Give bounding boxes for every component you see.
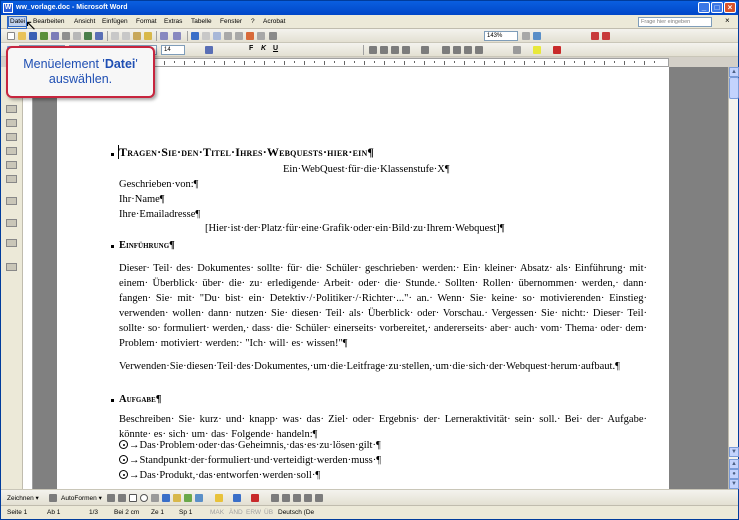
justify-icon[interactable] (402, 46, 410, 54)
title-bar (1, 1, 738, 15)
ruler-tick (314, 61, 315, 63)
list-item-text: →Standpunkt·der·formuliert·und·verteidigt·werden·muss·¶ (129, 455, 382, 466)
standard-toolbar (1, 29, 738, 43)
graphic-placeholder[interactable]: [Hier·ist·der·Platz·für·eine·Grafik·oder·ein·Bild·zu·Ihrem·Webquest]¶ (205, 223, 505, 234)
ruler-tick (414, 61, 415, 63)
clipart-icon[interactable] (6, 239, 17, 247)
scroll-down-icon[interactable]: ▼ (729, 447, 739, 457)
next-page-icon[interactable]: ▼ (729, 479, 739, 489)
drawing-toolbar (1, 489, 738, 505)
print-preview-icon[interactable] (73, 32, 81, 40)
autoshapes-menu-button[interactable]: AutoFormen ▾ (61, 495, 102, 502)
section-einfuehrung-paragraph-1[interactable]: Dieser· Teil· des· Dokumentes· sollte· für· die· Schüler· geschrieben· werden:· Ein· kleiner· Absatz· als· Einführung· mit· einem· Überblick· über· die· zu· erledigende· Arbeit· oder· die· Stunde.· Sollten· Rollen· übernommen· werden,· dann· fangen· Sie· mit· "Du· bist· ein· Detektiv·/·Politiker·/·Richter·..."· an.· Wenn· Sie· keine· so· motivierenden· Einstieg· verwenden· wollen· dann· nutzen· Sie· diesen· Teil· als· Überblick· oder· Vorschau.· Vergessen· Sie· nicht:· Dieser· Teil· sollte· so· formuliert· werden,· dass· die· Schüler· einerseits· vorbereitet,· andererseits· aber· auch· vom· Thema· oder· dem· Problem· motiviert· werden:· "Ich· will· es· wissen!"¶ (119, 263, 647, 349)
status-column: Sp 1 (179, 509, 193, 516)
menu-format[interactable]: Format (136, 18, 157, 25)
ruler-tick (554, 61, 555, 63)
menu-ansicht[interactable]: Ansicht (74, 18, 96, 25)
cut-icon[interactable] (111, 32, 119, 40)
fill-icon[interactable] (6, 147, 17, 155)
status-page: Seite 1 (7, 509, 28, 516)
ruler-tick (224, 61, 225, 65)
ruler-tick (434, 61, 435, 63)
status-mak[interactable]: MAK (210, 509, 225, 516)
ruler-tick (254, 61, 255, 63)
document-title[interactable]: Tragen·Sie·den·Titel·Ihres·Webquests·hier·ein¶ (119, 145, 375, 159)
ruler-tick (184, 61, 185, 65)
help-search-input[interactable]: Frage hier eingeben (638, 17, 712, 27)
list-item-text: →Das·Problem·oder·das·Geheimnis,·das·es·zu·lösen·gilt·¶ (129, 440, 381, 451)
callout-line-2: auswählen. (48, 72, 113, 86)
menu-tabelle[interactable]: Tabelle (191, 18, 212, 25)
rectangle-tool-icon[interactable] (129, 494, 137, 502)
select-objects-icon[interactable] (49, 494, 57, 502)
section-heading-aufgabe[interactable]: Aufgabe¶ (119, 394, 162, 405)
line-spacing-icon[interactable] (421, 46, 429, 54)
paragraph-mark-bullet (111, 153, 114, 156)
pdf-icon[interactable] (591, 32, 599, 40)
section-einfuehrung-paragraph-2[interactable]: Verwenden·Sie·diesen·Teil·des·Dokumentes,·um·die·Leitfrage·zu·stellen,·um·die·sich·der·Webquest·herum·aufbaut.¶ (119, 361, 620, 372)
status-ub[interactable]: ÜB (264, 509, 274, 516)
align-left-icon[interactable] (369, 46, 377, 54)
line-color-icon[interactable] (233, 494, 241, 502)
hyperlink-icon[interactable] (191, 32, 199, 40)
spelling-icon[interactable] (84, 32, 92, 40)
text-color-icon[interactable] (251, 494, 259, 502)
vertical-scrollbar[interactable] (728, 67, 738, 489)
permission-icon[interactable] (40, 32, 48, 40)
ruler-tick (334, 61, 335, 63)
wordart-tool-icon[interactable] (162, 494, 170, 502)
ruler-tick (484, 61, 485, 65)
status-position: Bei 2 cm (114, 509, 140, 516)
ruler-tick (584, 61, 585, 65)
circle-bullet-icon (119, 455, 128, 464)
ruler-tick (504, 61, 505, 65)
callout-line-1: Menüelement 'Datei' (23, 57, 138, 71)
status-erw[interactable]: ERW (246, 509, 262, 516)
textbox-tool-icon[interactable] (151, 494, 159, 502)
ruler-tick (594, 61, 595, 63)
document-page[interactable] (57, 67, 669, 489)
ruler-tick (614, 61, 615, 63)
ruler-tick (644, 61, 645, 65)
ruler-tick (564, 61, 565, 65)
menu-bearbeiten[interactable]: Bearbeiten (33, 18, 65, 25)
draw-menu-button[interactable]: Zeichnen ▾ (7, 495, 39, 502)
minimize-icon[interactable]: _ (698, 2, 710, 13)
drawing-side-toolbar (1, 67, 23, 489)
ruler-tick (324, 61, 325, 65)
menu-extras[interactable]: Extras (164, 18, 183, 25)
author-line-3[interactable]: Ihre·Emailadresse¶ (119, 209, 201, 220)
menu-highlight-frame (7, 16, 27, 29)
line-style-icon[interactable] (271, 494, 279, 502)
underline-button[interactable]: U (273, 45, 279, 52)
instruction-callout (6, 46, 155, 98)
vertical-ruler[interactable] (23, 67, 33, 489)
ruler-tick (494, 61, 495, 63)
wordart-icon[interactable] (6, 219, 17, 227)
align-center-icon[interactable] (380, 46, 388, 54)
browse-object-icon[interactable]: ● (729, 469, 739, 479)
ruler-tick (624, 61, 625, 65)
status-aend[interactable]: ÄND (229, 509, 243, 516)
status-pages: 1/3 (89, 509, 99, 516)
ruler-tick (194, 61, 195, 63)
rectangle-icon[interactable] (6, 133, 17, 141)
status-bar (1, 505, 738, 519)
ruler-tick (634, 61, 635, 63)
line-icon[interactable] (107, 494, 115, 502)
ruler-tick (354, 61, 355, 63)
pdf-mail-icon[interactable] (602, 32, 610, 40)
table-icon[interactable] (6, 175, 17, 183)
oval-tool-icon[interactable] (140, 494, 148, 502)
increase-indent-icon[interactable] (475, 46, 483, 54)
ruler-tick (424, 61, 425, 65)
zoom-select[interactable]: 143% (484, 31, 518, 41)
copy-icon[interactable] (122, 32, 130, 40)
help-icon[interactable] (522, 32, 530, 40)
list-item-text: →Das·Produkt,·das·entworfen·werden·soll·¶ (129, 470, 321, 481)
columns-icon[interactable] (235, 32, 243, 40)
drawing-icon[interactable] (246, 32, 254, 40)
menu-einfuegen[interactable]: Einfügen (102, 18, 128, 25)
previous-page-icon[interactable]: ▲ (729, 459, 739, 469)
maximize-icon[interactable]: □ (711, 2, 723, 13)
ruler-tick (274, 61, 275, 63)
format-painter-icon[interactable] (144, 32, 152, 40)
document-map-icon[interactable] (257, 32, 265, 40)
ruler-tick (214, 61, 215, 63)
status-language: Deutsch (De (278, 509, 315, 516)
dash-style-icon[interactable] (282, 494, 290, 502)
numbering-icon[interactable] (442, 46, 450, 54)
status-section: Ab 1 (47, 509, 61, 516)
undo-icon[interactable] (160, 32, 168, 40)
close-icon[interactable]: × (724, 2, 736, 13)
select-icon[interactable] (6, 105, 17, 113)
ruler-tick (394, 61, 395, 63)
ruler-tick (514, 61, 515, 63)
insert-excel-icon[interactable] (224, 32, 232, 40)
ruler-tick (544, 61, 545, 65)
scroll-thumb[interactable] (729, 77, 739, 99)
menu-fenster[interactable]: Fenster (220, 18, 243, 25)
decrease-indent-icon[interactable] (464, 46, 472, 54)
bold-button[interactable]: F (249, 45, 254, 52)
textbox-icon[interactable] (6, 161, 17, 169)
section-bullet (111, 245, 114, 248)
ruler-tick (204, 61, 205, 65)
read-icon[interactable] (533, 32, 541, 40)
author-line-1[interactable]: Geschrieben·von:¶ (119, 179, 199, 190)
arrow-style-icon[interactable] (293, 494, 301, 502)
shape-icon[interactable] (6, 119, 17, 127)
ruler-tick (524, 61, 525, 65)
circle-bullet-icon (119, 470, 128, 479)
ruler-tick (454, 61, 455, 63)
insert-table-icon[interactable] (213, 32, 221, 40)
research-icon[interactable] (95, 32, 103, 40)
status-line: Ze 1 (151, 509, 165, 516)
paste-icon[interactable] (133, 32, 141, 40)
ruler-tick (444, 61, 445, 65)
redo-icon[interactable] (173, 32, 181, 40)
align-right-icon[interactable] (391, 46, 399, 54)
ruler-tick (294, 61, 295, 63)
document-close-icon[interactable]: × (725, 16, 730, 25)
menu-help[interactable]: ? (251, 18, 255, 25)
window-title: ww_vorlage.doc - Microsoft Word (16, 4, 128, 11)
italic-button[interactable]: K (261, 45, 267, 52)
mouse-pointer-icon: ↖ (25, 17, 37, 33)
ruler-tick (374, 61, 375, 63)
ruler-tick (304, 61, 305, 65)
ruler-tick (264, 61, 265, 65)
fill-color-icon[interactable] (215, 494, 223, 502)
bullets-icon[interactable] (453, 46, 461, 54)
ruler-tick (604, 61, 605, 65)
picture-tool-icon[interactable] (195, 494, 203, 502)
shadow-icon[interactable] (304, 494, 312, 502)
border-icon[interactable] (513, 46, 521, 54)
font-color-icon[interactable] (553, 46, 561, 54)
author-line-2[interactable]: Ihr·Name¶ (119, 194, 165, 205)
ruler-tick (574, 61, 575, 63)
print-icon[interactable] (62, 32, 70, 40)
section-aufgabe-paragraph-1[interactable]: Beschreiben· Sie· kurz· und· knapp· was· das· Ziel· oder· Ergebnis· der· Lerneraktivität· sein· soll.· Bei· der· Aufgabe· könnte· es· sich· um· das· Folgende· handeln:¶ (119, 414, 647, 440)
style-icon[interactable] (205, 46, 213, 54)
list-item[interactable] (119, 440, 381, 451)
arrow-icon[interactable] (118, 494, 126, 502)
clipart-tool-icon[interactable] (184, 494, 192, 502)
insert-picture-icon[interactable] (6, 197, 17, 205)
menu-datei[interactable]: Datei (10, 18, 26, 25)
section-bullet (111, 399, 114, 402)
ruler-tick (464, 61, 465, 65)
3d-icon[interactable] (315, 494, 323, 502)
list-item[interactable] (119, 455, 381, 466)
ruler-tick (364, 61, 365, 65)
scroll-up-icon[interactable]: ▲ (729, 67, 739, 77)
sort-icon[interactable] (6, 263, 17, 271)
document-subtitle[interactable]: Ein·WebQuest·für·die·Klassenstufe·X¶ (283, 164, 450, 175)
ruler-tick (384, 61, 385, 65)
section-heading-einfuehrung[interactable]: Einführung¶ (119, 240, 175, 251)
tables-borders-icon[interactable] (202, 32, 210, 40)
ruler-tick (404, 61, 405, 65)
ruler-tick (344, 61, 345, 65)
menu-bar (1, 15, 738, 29)
show-hide-icon[interactable] (269, 32, 277, 40)
ruler-tick (164, 61, 165, 65)
highlight-icon[interactable] (533, 46, 541, 54)
ruler-tick (174, 61, 175, 63)
ruler-tick (234, 61, 235, 63)
circle-bullet-icon (119, 440, 128, 449)
font-size-select[interactable]: 14 (161, 45, 185, 55)
list-item[interactable] (119, 470, 320, 481)
menu-acrobat[interactable]: Acrobat (263, 18, 286, 25)
ruler-tick (654, 61, 655, 63)
ruler-tick (284, 61, 285, 65)
word-app-icon[interactable]: W (4, 4, 12, 11)
new-document-icon[interactable] (7, 32, 15, 40)
diagram-icon[interactable] (173, 494, 181, 502)
ruler-tick (244, 61, 245, 65)
ruler-tick (534, 61, 535, 63)
email-icon[interactable] (51, 32, 59, 40)
ruler-tick (474, 61, 475, 63)
